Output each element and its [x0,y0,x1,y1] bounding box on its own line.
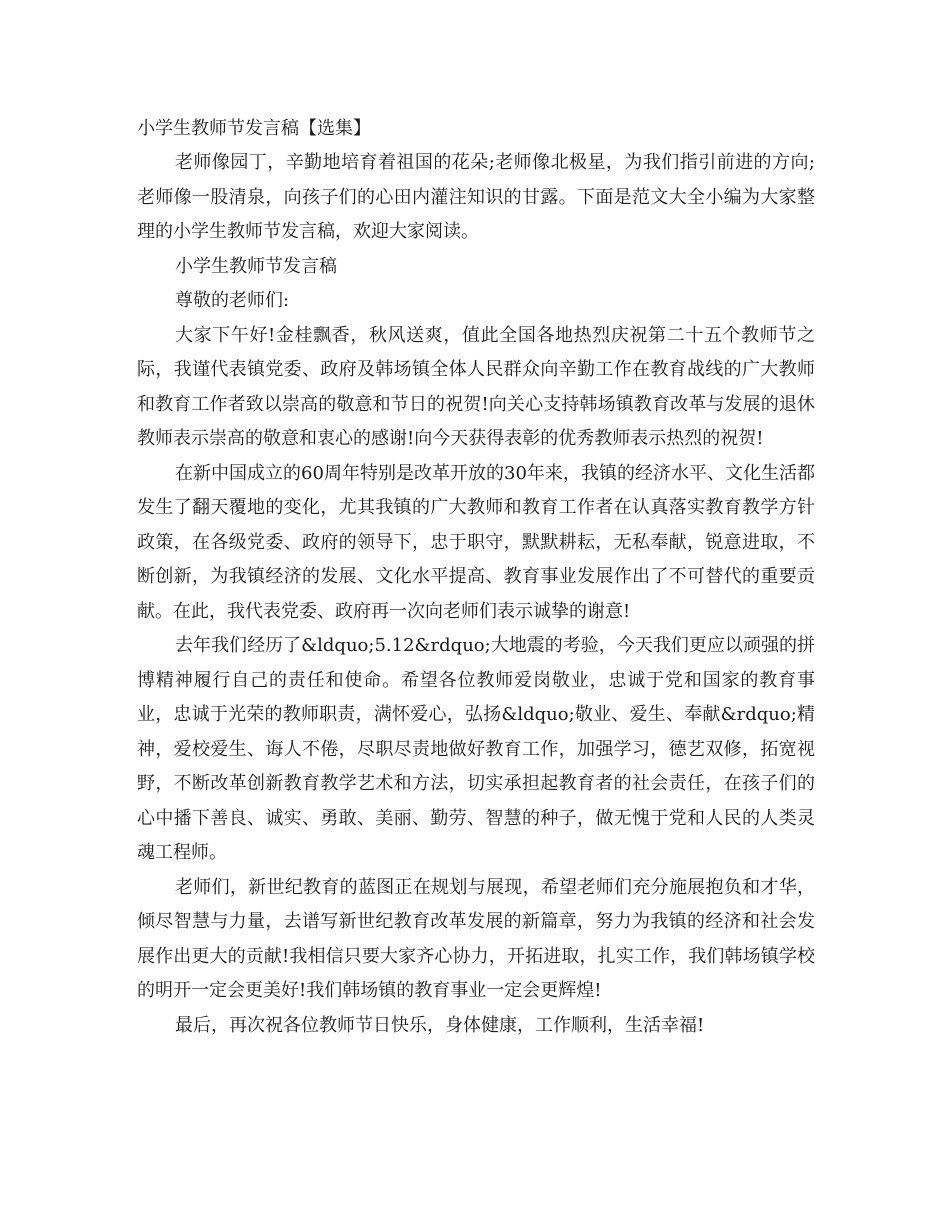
paragraph-expectations: 去年我们经历了&ldquo;5.12&rdquo;大地震的考验，今天我们更应以顽强的拼博精神履行自己的责任和使命。希望各位教师爱岗敬业，忠诚于党和国家的教育事业，忠诚于光荣的教师职责，满怀爱心，弘扬&ldquo;敬业、爱生、奉献&rdquo;精神，爱校爱生、诲人不倦，尽职尽责地做好教育工作，加强学习，德艺双修，拓宽视野，不断改革创新教育教学艺术和方法，切实承担起教育者的社会责任，在孩子们的心中播下善良、诚实、勇敢、美丽、勤劳、智慧的种子，做无愧于党和人民的人类灵魂工程师。 [137,635,815,863]
paragraph-achievements: 在新中国成立的60周年特别是改革开放的30年来，我镇的经济水平、文化生活都发生了翻天覆地的变化，尤其我镇的广大教师和教育工作者在认真落实教育教学方针政策，在各级党委、政府的领导下，忠于职守，默默耕耘，无私奉献，锐意进取，不断创新，为我镇经济的发展、文化水平提高、教育事业发展作出了不可替代的重要贡献。在此，我代表党委、政府再一次向老师们表示诚挚的谢意! [137,462,815,622]
paragraph-intro: 老师像园丁，辛勤地培育着祖国的花朵;老师像北极星，为我们指引前进的方向;老师像一股清泉，向孩子们的心田内灌注知识的甘露。下面是范文大全小编为大家整理的小学生教师节发言稿，欢迎大家阅读。 [137,152,815,242]
paragraph-closing: 最后，再次祝各位教师节日快乐，身体健康，工作顺利，生活幸福! [175,1014,705,1036]
paragraph-subtitle: 小学生教师节发言稿 [175,255,337,277]
document-title: 小学生教师节发言稿【选集】 [137,118,371,139]
paragraph-greeting: 大家下午好!金桂飘香，秋风送爽，值此全国各地热烈庆祝第二十五个教师节之际，我谨代表镇党委、政府及韩场镇全体人民群众向辛勤工作在教育战线的广大教师和教育工作者致以崇高的敬意和节日的祝贺!向关心支持韩场镇教育改革与发展的退休教师表示崇高的敬意和衷心的感谢!向今天获得表彰的优秀教师表示热烈的祝贺! [137,324,815,449]
paragraph-salutation: 尊敬的老师们: [175,290,290,311]
paragraph-outlook: 老师们，新世纪教育的蓝图正在规划与展现，希望老师们充分施展抱负和才华，倾尽智慧与力量，去谱写新世纪教育改革发展的新篇章，努力为我镇的经济和社会发展作出更大的贡献!我相信只要大家齐心协力，开拓进取，扎实工作，我们韩场镇学校的明开一定会更美好!我们韩场镇的教育事业一定会更辉煌! [137,876,815,1001]
document-body [137,112,815,1043]
